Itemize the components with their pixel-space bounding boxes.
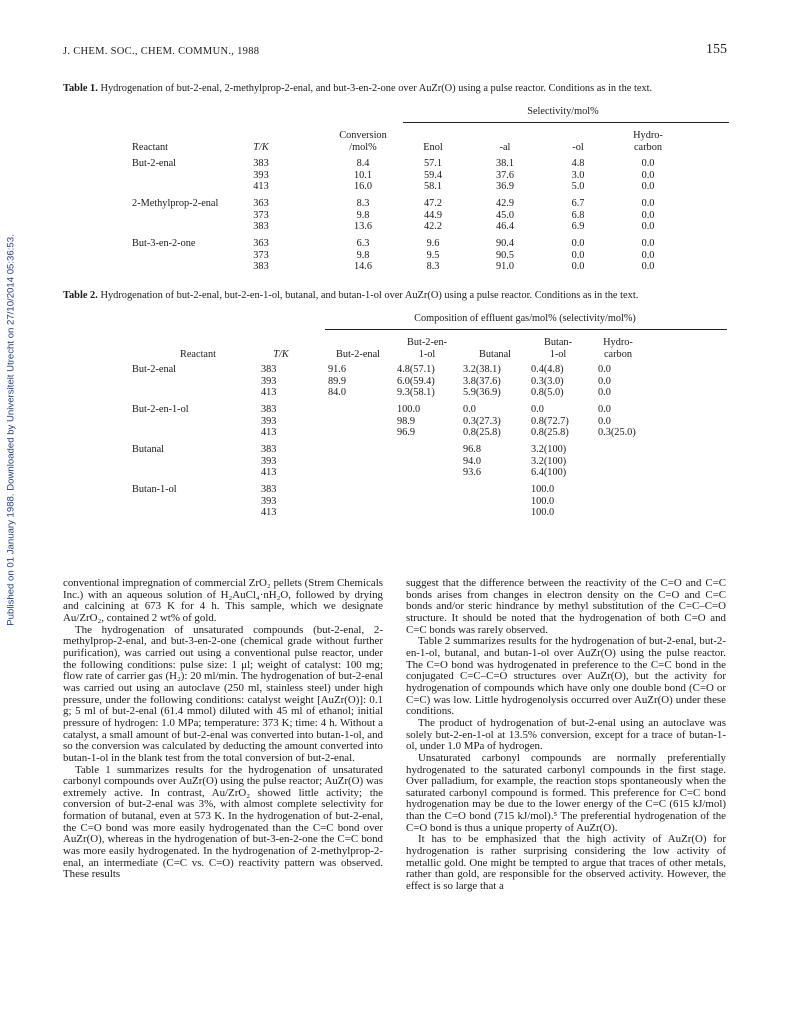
table1-cell: 0.0 bbox=[641, 209, 655, 221]
table1-header-hydrocarbon-2: carbon bbox=[633, 142, 662, 153]
table2-cell: 96.9 bbox=[397, 427, 416, 438]
table2-cell: 84.0 bbox=[328, 387, 347, 398]
table2-cell: 413 bbox=[261, 387, 277, 398]
table2-header-temp: T/K bbox=[273, 349, 289, 360]
table1-reactant: 2-Methylprop-2-enal bbox=[132, 198, 219, 209]
table1-cell: 90.4 bbox=[495, 238, 515, 249]
table1-cell: 383 bbox=[253, 158, 269, 169]
table1-header-conversion-1: Conversion bbox=[339, 130, 387, 141]
table1-cell: 59.4 bbox=[423, 169, 443, 181]
table2-cell: 0.0 bbox=[598, 375, 611, 387]
table2-cell: 0.0 bbox=[598, 364, 611, 375]
table1-cell: 8.3 bbox=[426, 261, 440, 272]
download-watermark-text: Published on 01 January 1988. Downloaded by Universiteit Utrecht on 27/10/2014 05:36:53. bbox=[5, 234, 17, 626]
table1-cell: 45.0 bbox=[495, 209, 515, 221]
table2-header-butenol-2: 1-ol bbox=[418, 349, 436, 360]
page-header bbox=[63, 42, 727, 62]
table1-cell: 383 bbox=[253, 261, 269, 272]
table1-cell: 373 bbox=[253, 209, 269, 221]
table2-cell: 98.9 bbox=[397, 415, 416, 427]
table2-cell: 383 bbox=[261, 404, 277, 415]
table2-cell: 393 bbox=[261, 455, 277, 467]
page-number: 155 bbox=[706, 42, 727, 57]
table1-cell: 13.6 bbox=[353, 221, 373, 232]
table2-cell: 0.8(25.8) bbox=[531, 427, 569, 438]
table1-cell: 38.1 bbox=[495, 158, 515, 169]
table1-cell: 42.2 bbox=[423, 221, 443, 232]
table1-cell: 0.0 bbox=[641, 261, 655, 272]
table1-caption bbox=[63, 83, 652, 94]
table1-cell: 0.0 bbox=[641, 181, 655, 192]
table2-cell: 393 bbox=[261, 495, 277, 507]
table2-cell: 413 bbox=[261, 467, 277, 478]
table2-header-butanal: Butanal bbox=[478, 349, 512, 360]
table2-cell: 383 bbox=[261, 484, 277, 495]
table1-cell: 0.0 bbox=[641, 238, 655, 249]
table1-group-header: Selectivity/mol% bbox=[527, 106, 599, 117]
table1-cell: 0.0 bbox=[571, 238, 585, 249]
table1-cell: 8.4 bbox=[356, 158, 370, 169]
table2-cell: 0.8(25.8) bbox=[463, 427, 501, 438]
table1-cell: 6.7 bbox=[571, 198, 585, 209]
download-watermark bbox=[4, 200, 18, 660]
table2-reactant: But-2-en-1-ol bbox=[132, 404, 189, 415]
table1-cell: 91.0 bbox=[495, 261, 515, 272]
table1-cell: 4.8 bbox=[571, 158, 585, 169]
table2-reactant: Butan-1-ol bbox=[132, 484, 177, 495]
table1-cell: 0.0 bbox=[641, 249, 655, 261]
table2-header-butanol-2: 1-ol bbox=[549, 349, 567, 360]
table1-header-al: -al bbox=[499, 142, 511, 153]
table2-cell: 9.3(58.1) bbox=[397, 387, 435, 398]
journal-title: J. CHEM. SOC., CHEM. COMMUN., 1988 bbox=[63, 46, 260, 57]
table2-cell: 5.9(36.9) bbox=[463, 387, 501, 398]
table2-cell: 3.2(100) bbox=[531, 455, 567, 467]
table1-cell: 363 bbox=[253, 198, 269, 209]
table2-cell: 413 bbox=[261, 427, 277, 438]
table2-cell: 0.8(5.0) bbox=[531, 387, 564, 398]
table2-reactant: Butanal bbox=[132, 444, 165, 455]
table2-cell: 0.0 bbox=[463, 404, 476, 415]
table1-cell: 10.1 bbox=[353, 169, 373, 181]
table1-cell: 0.0 bbox=[571, 261, 585, 272]
table1-cell: 0.0 bbox=[641, 221, 655, 232]
table1-cell: 413 bbox=[253, 181, 269, 192]
table2-header-reactant: Reactant bbox=[179, 349, 217, 360]
table2-cell: 413 bbox=[261, 507, 277, 518]
table1-header-conversion-2: /mol% bbox=[349, 142, 377, 153]
table1-cell: 0.0 bbox=[641, 158, 655, 169]
table1-cell: 36.9 bbox=[495, 181, 515, 192]
body-paragraph: Unsaturated carbonyl compounds are normally preferentially hydrogenated to the saturated carbonyl compounds in the first stage. Over palladium, for example, the reaction stops spontaneously when the saturated carbonyl compound is formed. This preference for C=C bond hydrogenation may be due to the lower energy of the C=C (615 kJ/mol) than the C=O bond (715 kJ/mol).⁵ The preferential hydrogenation of the C=O bond is thus a unique property of AuZr(O). bbox=[406, 751, 726, 834]
table2-header-hydrocarbon-1: Hydro- bbox=[603, 337, 633, 348]
table1-cell: 5.0 bbox=[571, 181, 585, 192]
table2-cell: 0.3(25.0) bbox=[598, 427, 636, 438]
table2-caption-text: Hydrogenation of but-2-enal, but-2-en-1-ol, butanal, and butan-1-ol over AuZr(O) using a pulse reactor. Conditions as in the text. bbox=[97, 290, 639, 301]
body-right-column bbox=[406, 578, 726, 893]
table1-header-reactant: Reactant bbox=[132, 142, 169, 153]
table2-header-butanol-1: Butan- bbox=[543, 337, 573, 348]
table2-cell: 3.2(100) bbox=[531, 444, 567, 455]
table2-cell: 100.0 bbox=[397, 404, 421, 415]
table1-cell: 3.0 bbox=[571, 169, 585, 181]
table1-cell: 9.6 bbox=[426, 238, 440, 249]
table1-cell: 37.6 bbox=[495, 169, 515, 181]
table1-cell: 58.1 bbox=[423, 181, 443, 192]
body-paragraph: Table 1 summarizes results for the hydrogenation of unsaturated carbonyl compounds over AuZr(O) using the pulse reactor; AuZr(O) was extremely active. In contrast, Au/ZrO₂ showed little activity; the conversion of but-2-enal was 3%, with almost complete selectivity for formation of butanal, even at 573 K. In the hydrogenation of but-2-enal, the C=O bond was more easily hydrogenated than the C=C bond over AuZr(O), whereas in the hydrogenation of but-3-en-2-one the C=C bond was more easily hydrogenated. In the hydrogenation of 2-methylprop-2-enal, an intermediate (C=C vs. C=O) reactivity pattern was observed. These results bbox=[63, 763, 383, 881]
table2-cell: 6.0(59.4) bbox=[397, 375, 435, 387]
table1-cell: 46.4 bbox=[495, 221, 515, 232]
table2-cell: 0.3(3.0) bbox=[531, 375, 564, 387]
table2-cell: 100.0 bbox=[531, 507, 555, 518]
table2-cell: 393 bbox=[261, 415, 277, 427]
table2-cell: 3.8(37.6) bbox=[463, 375, 501, 387]
table1-caption-text: Hydrogenation of but-2-enal, 2-methylprop-2-enal, and but-3-en-2-one over AuZr(O) using a pulse reactor. Conditions as in the text. bbox=[97, 83, 653, 94]
table2-group-header: Composition of effluent gas/mol% (selectivity/mol%) bbox=[414, 313, 636, 324]
table1-reactant: But-3-en-2-one bbox=[132, 238, 196, 249]
table1-reactant: But-2-enal bbox=[132, 158, 177, 169]
table1-cell: 0.0 bbox=[641, 169, 655, 181]
table2-cell: 393 bbox=[261, 375, 277, 387]
table1-cell: 42.9 bbox=[495, 198, 515, 209]
table1-cell: 9.8 bbox=[356, 209, 370, 221]
table2-header-hydrocarbon-2: carbon bbox=[603, 349, 632, 360]
table1-cell: 0.0 bbox=[571, 249, 585, 261]
table1-header-hydrocarbon-1: Hydro- bbox=[633, 130, 663, 141]
body-paragraph: The hydrogenation of unsaturated compounds (but-2-enal, 2-methylprop-2-enal, and but-3-en-2-one (chemical grade without further purification), was carried out using a conventional pulse reactor, under the following conditions: pulse size: 1 μl; weight of catalyst: 100 mg; flow rate of carrier gas (H₂): 20 ml/min. The hydrogenation of but-2-enal was carried out using an autoclave (250 ml, stainless steel) under high pressure, under the following conditions: catalyst weight [AuZr(O)]: 0.1 g; 5 ml of but-2-enal (61.4 mmol) diluted with 45 ml of ethanol; initial pressure of hydrogen: 1.0 MPa; temperature: 373 K; time: 4 h. Without a catalyst, a small amount of but-2-enal was converted into butan-1-ol, and so the conversion was calculated by deducting the amount converted into butan-1-ol in the blank test from the total conversion of but-2-enal. bbox=[63, 623, 383, 764]
table2-cell: 6.4(100) bbox=[531, 467, 567, 478]
table2-header-butenol-1: But-2-en- bbox=[406, 337, 448, 348]
table1-cell: 47.2 bbox=[423, 198, 443, 209]
table2-cell: 383 bbox=[261, 364, 277, 375]
table1-cell: 14.6 bbox=[353, 261, 373, 272]
table1-cell: 6.8 bbox=[571, 209, 585, 221]
table1-header-enol: Enol bbox=[423, 142, 443, 153]
table1-header-temp: T/K bbox=[253, 142, 269, 153]
table2-cell: 94.0 bbox=[463, 455, 482, 467]
table2-cell: 4.8(57.1) bbox=[397, 364, 435, 375]
body-paragraph: conventional impregnation of commercial ZrO₂ pellets (Strem Chemicals Inc.) with an aqueous solution of H₂AuCl₄·nH₂O, followed by drying and calcining at 673 K for 4 h. This sample, which we designate Au/ZrO₂, contained 2 wt% of gold. bbox=[63, 577, 383, 624]
body-left-column bbox=[63, 578, 383, 881]
table1-group-rule bbox=[403, 122, 729, 123]
table1-cell: 6.3 bbox=[356, 238, 370, 249]
table2-cell: 0.0 bbox=[598, 404, 611, 415]
body-paragraph: Table 2 summarizes results for the hydrogenation of but-2-enal, but-2-en-1-ol, butanal, and butan-1-ol over AuZr(O) using the pulse reactor. The C=O bond was hydrogenated in preference to the C=C bond in the conjugated C=C–C=O structures over AuZr(O), but the activity for hydrogenation of compounds which have only one double bond (C=O or C=C) was low. Little hydrogenolysis occurred over AuZr(O) under these conditions. bbox=[406, 635, 726, 718]
table1-cell: 363 bbox=[253, 238, 269, 249]
table2-cell: 0.0 bbox=[598, 387, 611, 398]
table1-label: Table 1. bbox=[63, 83, 98, 94]
body-paragraph: It has to be emphasized that the high activity of AuZr(O) for hydrogenation is rather surprising considering the low activity of metallic gold. One might be tempted to argue that traces of other metals, rather than gold, are responsible for the observed activity. However, the effect is so large that a bbox=[406, 833, 726, 893]
table2-header-butenal: But-2-enal bbox=[335, 349, 381, 360]
table2-caption bbox=[63, 290, 638, 301]
table1-cell: 373 bbox=[253, 249, 269, 261]
table1-cell: 0.0 bbox=[641, 198, 655, 209]
table1-cell: 383 bbox=[253, 221, 269, 232]
table2-cell: 0.4(4.8) bbox=[531, 364, 564, 375]
table2-cell: 96.8 bbox=[463, 444, 482, 455]
table2-cell: 0.3(27.3) bbox=[463, 415, 501, 427]
body-paragraph: suggest that the difference between the reactivity of the C=O and C=C bonds arises from changes in electron density on the C=O and C=C bonds and/or steric hindrance by methyl substitution of the C=C–C=O structure. It should be noted that the hydrogenation of both C=O and C=C bonds was rarely observed. bbox=[406, 577, 726, 636]
table2-cell: 100.0 bbox=[531, 495, 555, 507]
table1-cell: 16.0 bbox=[353, 181, 373, 192]
table2-cell: 93.6 bbox=[463, 467, 482, 478]
table2-group-rule bbox=[325, 329, 727, 330]
table1-cell: 90.5 bbox=[495, 249, 515, 261]
table1-cell: 393 bbox=[253, 169, 269, 181]
body-paragraph: The product of hydrogenation of but-2-enal using an autoclave was solely but-2-en-1-ol at 13.5% conversion, except for a trace of butan-1-ol, under 1.0 MPa of hydrogen. bbox=[406, 716, 726, 753]
table1-header-ol: -ol bbox=[572, 142, 584, 153]
table1-cell: 6.9 bbox=[571, 221, 585, 232]
table2-cell: 0.0 bbox=[531, 404, 544, 415]
table1-cell: 57.1 bbox=[423, 158, 443, 169]
table1-cell: 9.8 bbox=[356, 249, 370, 261]
table2-cell: 0.0 bbox=[598, 415, 611, 427]
table2-reactant: But-2-enal bbox=[132, 364, 177, 375]
table1-cell: 44.9 bbox=[423, 209, 443, 221]
table2-cell: 0.8(72.7) bbox=[531, 415, 569, 427]
table2-label: Table 2. bbox=[63, 290, 98, 301]
table2-cell: 89.9 bbox=[328, 375, 347, 387]
table2-cell: 91.6 bbox=[328, 364, 347, 375]
table2-cell: 383 bbox=[261, 444, 277, 455]
table2-cell: 3.2(38.1) bbox=[463, 364, 501, 375]
table1-cell: 9.5 bbox=[426, 249, 440, 261]
table1-cell: 8.3 bbox=[356, 198, 370, 209]
table2-cell: 100.0 bbox=[531, 484, 555, 495]
